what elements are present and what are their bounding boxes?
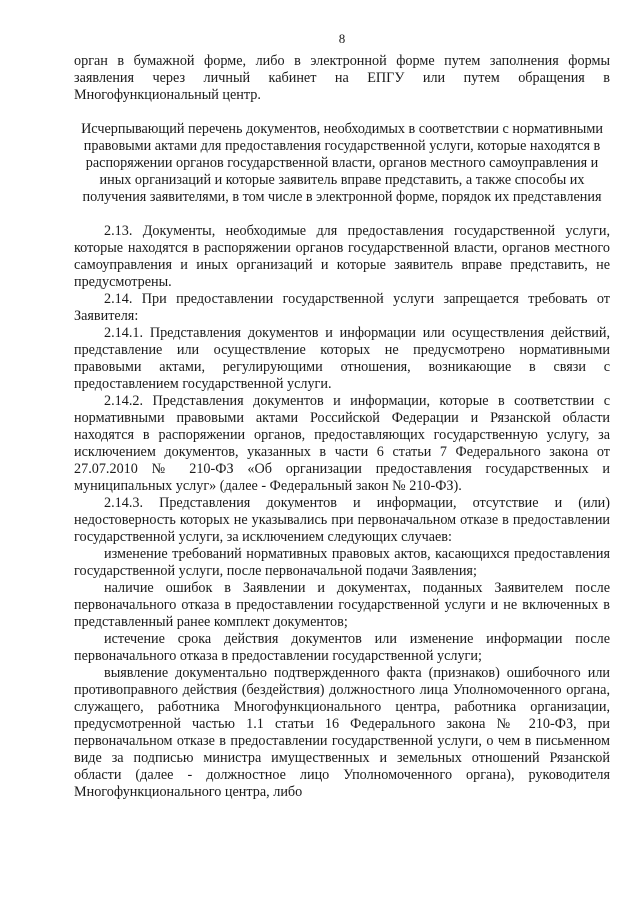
paragraph-continuation: орган в бумажной форме, либо в электронной форме путем заполнения формы заявления через личный кабинет на ЕПГУ или путем обращения в Многофункциональный центр. — [74, 53, 610, 103]
list-item-expiry: истечение срока действия документов или изменение информации после первоначального отказа в предоставлении государственной услуги; — [74, 631, 610, 664]
paragraph-2-14-1: 2.14.1. Представления документов и информации или осуществления действий, представление или осуществление которых не предусмотрено нормативными правовыми актами, регулирующими отношения, возникающие в связи с предоставлением государственной услуги. — [74, 325, 610, 392]
list-item-errors: наличие ошибок в Заявлении и документах, поданных Заявителем после первоначального отказа в предоставлении государственной услуги и не включенных в представленный ранее комплект документов; — [74, 580, 610, 630]
list-item-erroneous-action: выявление документально подтвержденного факта (признаков) ошибочного или противоправного действия (бездействия) должностного лица Уполномоченного органа, служащего, работника Многофункционального центра, работника организации, предусмотренной частью 1.1 статьи 16 Федерального закона № 210-ФЗ, при первоначальном отказе в предоставлении государственной услуги, о чем в письменном виде за подписью министра имущественных и земельных отношений Рязанской области (далее - должностное лицо Уполномоченного органа), руководителя Многофункционального центра, либо — [74, 665, 610, 800]
page-number: 8 — [338, 31, 346, 46]
section-heading: Исчерпывающий перечень документов, необходимых в соответствии с нормативными правовыми актами для предоставления государственной услуги, которые находятся в распоряжении органов государственной власти, органов местного самоуправления и иных организаций и которые заявитель вправе представить, а также способы их получения заявителями, в том числе в электронной форме, порядок их представления — [81, 121, 603, 205]
document-page — [74, 30, 610, 801]
paragraph-2-14-2: 2.14.2. Представления документов и информации, которые в соответствии с нормативными правовыми актами Российской Федерации и Рязанской области находятся в распоряжении органов, предоставляющих государственную услугу, за исключением документов, указанных в части 6 статьи 7 Федерального закона от 27.07.2010 № 210-ФЗ «Об организации предоставления государственных и муниципальных услуг» (далее - Федеральный закон № 210-ФЗ). — [74, 393, 610, 494]
paragraph-2-13: 2.13. Документы, необходимые для предоставления государственной услуги, которые находятся в распоряжении органов государственной власти, органов местного самоуправления и иных организаций и которые заявитель вправе представить, не предусмотрены. — [74, 223, 610, 290]
paragraph-2-14: 2.14. При предоставлении государственной услуги запрещается требовать от Заявителя: — [74, 291, 610, 324]
list-item-requirements-change: изменение требований нормативных правовых актов, касающихся предоставления государственной услуги, после первоначальной подачи Заявления; — [74, 546, 610, 579]
paragraph-2-14-3: 2.14.3. Представления документов и информации, отсутствие и (или) недостоверность которых не указывались при первоначальном отказе в предоставлении государственной услуги, за исключением следующих случаев: — [74, 495, 610, 545]
